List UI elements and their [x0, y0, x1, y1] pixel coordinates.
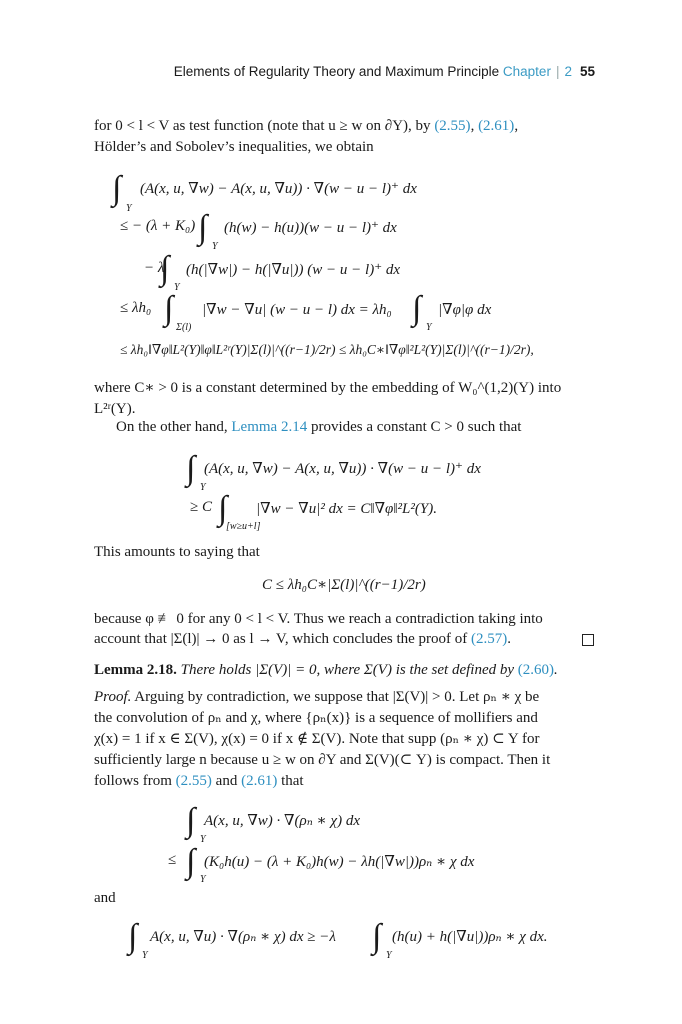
qed-box [582, 634, 594, 646]
eq1-line3b: (h(|∇w|) − h(|∇u|)) (w − u − l)⁺ dx [186, 262, 401, 278]
eq3-line2a: ≤ [168, 852, 177, 868]
integral-domain: Y [200, 834, 206, 845]
para1-punct: , [514, 118, 519, 134]
book-title: Elements of Regularity Theory and Maximum Principle [173, 64, 500, 79]
lemma-text: There holds |Σ(V)| = 0, where Σ(V) is the set defined by [180, 662, 518, 678]
header-separator: | [555, 64, 560, 79]
eq1-line5: ≤ λh₀‖∇φ‖L²(Y)‖φ‖L²ʳ(Y)|Σ(l)|^((r−1)/2r) ≤ λh₀C∗‖∇φ‖²L²(Y)|Σ(l)|^((r−1)/2r), [120, 342, 534, 357]
proof-line3: χ(x) = 1 if x ∈ Σ(V), χ(x) = 0 if x ∉ Σ(V). Note that supp (ρₙ ∗ χ) ⊂ Y for [94, 731, 540, 747]
integral-sign: ∫ [160, 250, 170, 287]
proof-text: Arguing by contradiction, we suppose that |Σ(V)| > 0. Let ρₙ ∗ χ be [131, 689, 540, 705]
proof-line1 [94, 687, 588, 708]
eq3-line2b: (K₀h(u) − (λ + K₀)h(w) − λh(|∇w|))ρₙ ∗ χ dx [204, 854, 475, 870]
para3-equation: C ≤ λh₀C∗|Σ(l)|^((r−1)/2r) [262, 577, 426, 593]
ref-link[interactable]: (2.60) [517, 662, 555, 678]
para1-line2: Hölder’s and Sobolev’s inequalities, we obtain [94, 139, 374, 155]
integral-domain: Y [200, 482, 206, 493]
integral-domain: Y [126, 203, 132, 214]
eq1-line3a: − λ [144, 260, 165, 276]
running-header [174, 64, 595, 79]
integral-sign: ∫ [218, 490, 228, 527]
integral-domain: Y [142, 950, 148, 961]
integral-domain: Y [212, 241, 218, 252]
proof-line2: the convolution of ρₙ and χ, where {ρₙ(x)} is a sequence of mollifiers and [94, 710, 538, 726]
eq1-line2b: (h(w) − h(u))(w − u − l)⁺ dx [224, 220, 397, 236]
ref-link[interactable]: (2.57) [471, 631, 508, 647]
integral-domain: [w≥u+l] [226, 521, 261, 532]
integral-sign: ∫ [164, 290, 174, 327]
para3-text: account that |Σ(l)| → 0 as l → V, which concludes the proof of [94, 631, 472, 647]
eq2-line2b: |∇w − ∇u|² dx = C‖∇φ‖²L²(Y). [256, 501, 437, 517]
lemma-statement [94, 660, 588, 681]
ref-link[interactable]: (2.55) [434, 118, 471, 134]
eq2-line1: (A(x, u, ∇w) − A(x, u, ∇u)) · ∇(w − u − l)⁺ dx [204, 461, 481, 477]
ref-link[interactable]: (2.61) [241, 773, 278, 789]
para3-text: . [507, 631, 512, 647]
para1-line1 [94, 116, 588, 137]
para2-line2: L²ʳ(Y). [94, 401, 136, 417]
eq3-line1: A(x, u, ∇w) · ∇(ρₙ ∗ χ) dx [204, 813, 360, 829]
proof-line5 [94, 771, 588, 792]
integral-sign: ∫ [186, 843, 196, 880]
integral-sign: ∫ [412, 290, 422, 327]
integral-sign: ∫ [128, 918, 138, 955]
proof-line4: sufficiently large n because u ≥ w on ∂Y and Σ(V)(⊂ Y) is compact. Then it [94, 752, 551, 768]
proof-label: Proof. [94, 689, 132, 705]
integral-domain: Σ(l) [176, 322, 192, 333]
integral-sign: ∫ [112, 170, 122, 207]
ref-link[interactable]: (2.55) [175, 773, 212, 789]
integral-domain: Y [174, 282, 180, 293]
para3-line3 [94, 629, 588, 650]
integral-domain: Y [386, 950, 392, 961]
para2-text: On the other hand, [116, 419, 232, 435]
ref-link[interactable]: (2.61) [478, 118, 515, 134]
eq4-part-b: (h(u) + h(|∇u|))ρₙ ∗ χ dx. [392, 929, 548, 945]
integral-sign: ∫ [372, 918, 382, 955]
lemma-label: Lemma 2.18. [94, 662, 177, 678]
proof-text: and [211, 773, 242, 789]
proof-text: follows from [94, 773, 176, 789]
eq1-line4a: ≤ λh₀ [120, 300, 152, 316]
ref-link[interactable]: Lemma 2.14 [231, 419, 308, 435]
eq1-line4c: |∇φ|φ dx [438, 302, 492, 318]
eq4-part-a: A(x, u, ∇u) · ∇(ρₙ ∗ χ) dx ≥ −λ [150, 929, 336, 945]
para3-line1: This amounts to saying that [94, 544, 260, 560]
para2-line1: where C∗ > 0 is a constant determined by the embedding of W₀^(1,2)(Y) into [94, 380, 562, 396]
eq1-line2a: ≤ − (λ + K₀) [120, 218, 196, 234]
integral-sign: ∫ [186, 802, 196, 839]
eq2-line2a: ≥ C [190, 499, 212, 515]
integral-sign: ∫ [198, 209, 208, 246]
para2-line3 [116, 417, 610, 438]
chapter-label: Chapter [502, 64, 551, 79]
lemma-end: . [554, 662, 558, 678]
chapter-number: 2 [564, 64, 572, 79]
para3-line2: because φ ≢ 0 for any 0 < l < V. Thus we reach a contradiction taking into [94, 611, 543, 627]
integral-domain: Y [426, 322, 432, 333]
eq1-line4b: |∇w − ∇u| (w − u − l) dx = λh₀ [202, 302, 392, 318]
page-number: 55 [579, 64, 595, 79]
para1-comma: , [470, 118, 479, 134]
and-word: and [94, 890, 116, 906]
para2-text: provides a constant C > 0 such that [307, 419, 522, 435]
para1-text: for 0 < l < V as test function (note that u ≥ w on ∂Y), by [94, 118, 435, 134]
eq1-line1: (A(x, u, ∇w) − A(x, u, ∇u)) · ∇(w − u − l)⁺ dx [140, 181, 417, 197]
proof-text: that [277, 773, 304, 789]
integral-domain: Y [200, 874, 206, 885]
integral-sign: ∫ [186, 450, 196, 487]
